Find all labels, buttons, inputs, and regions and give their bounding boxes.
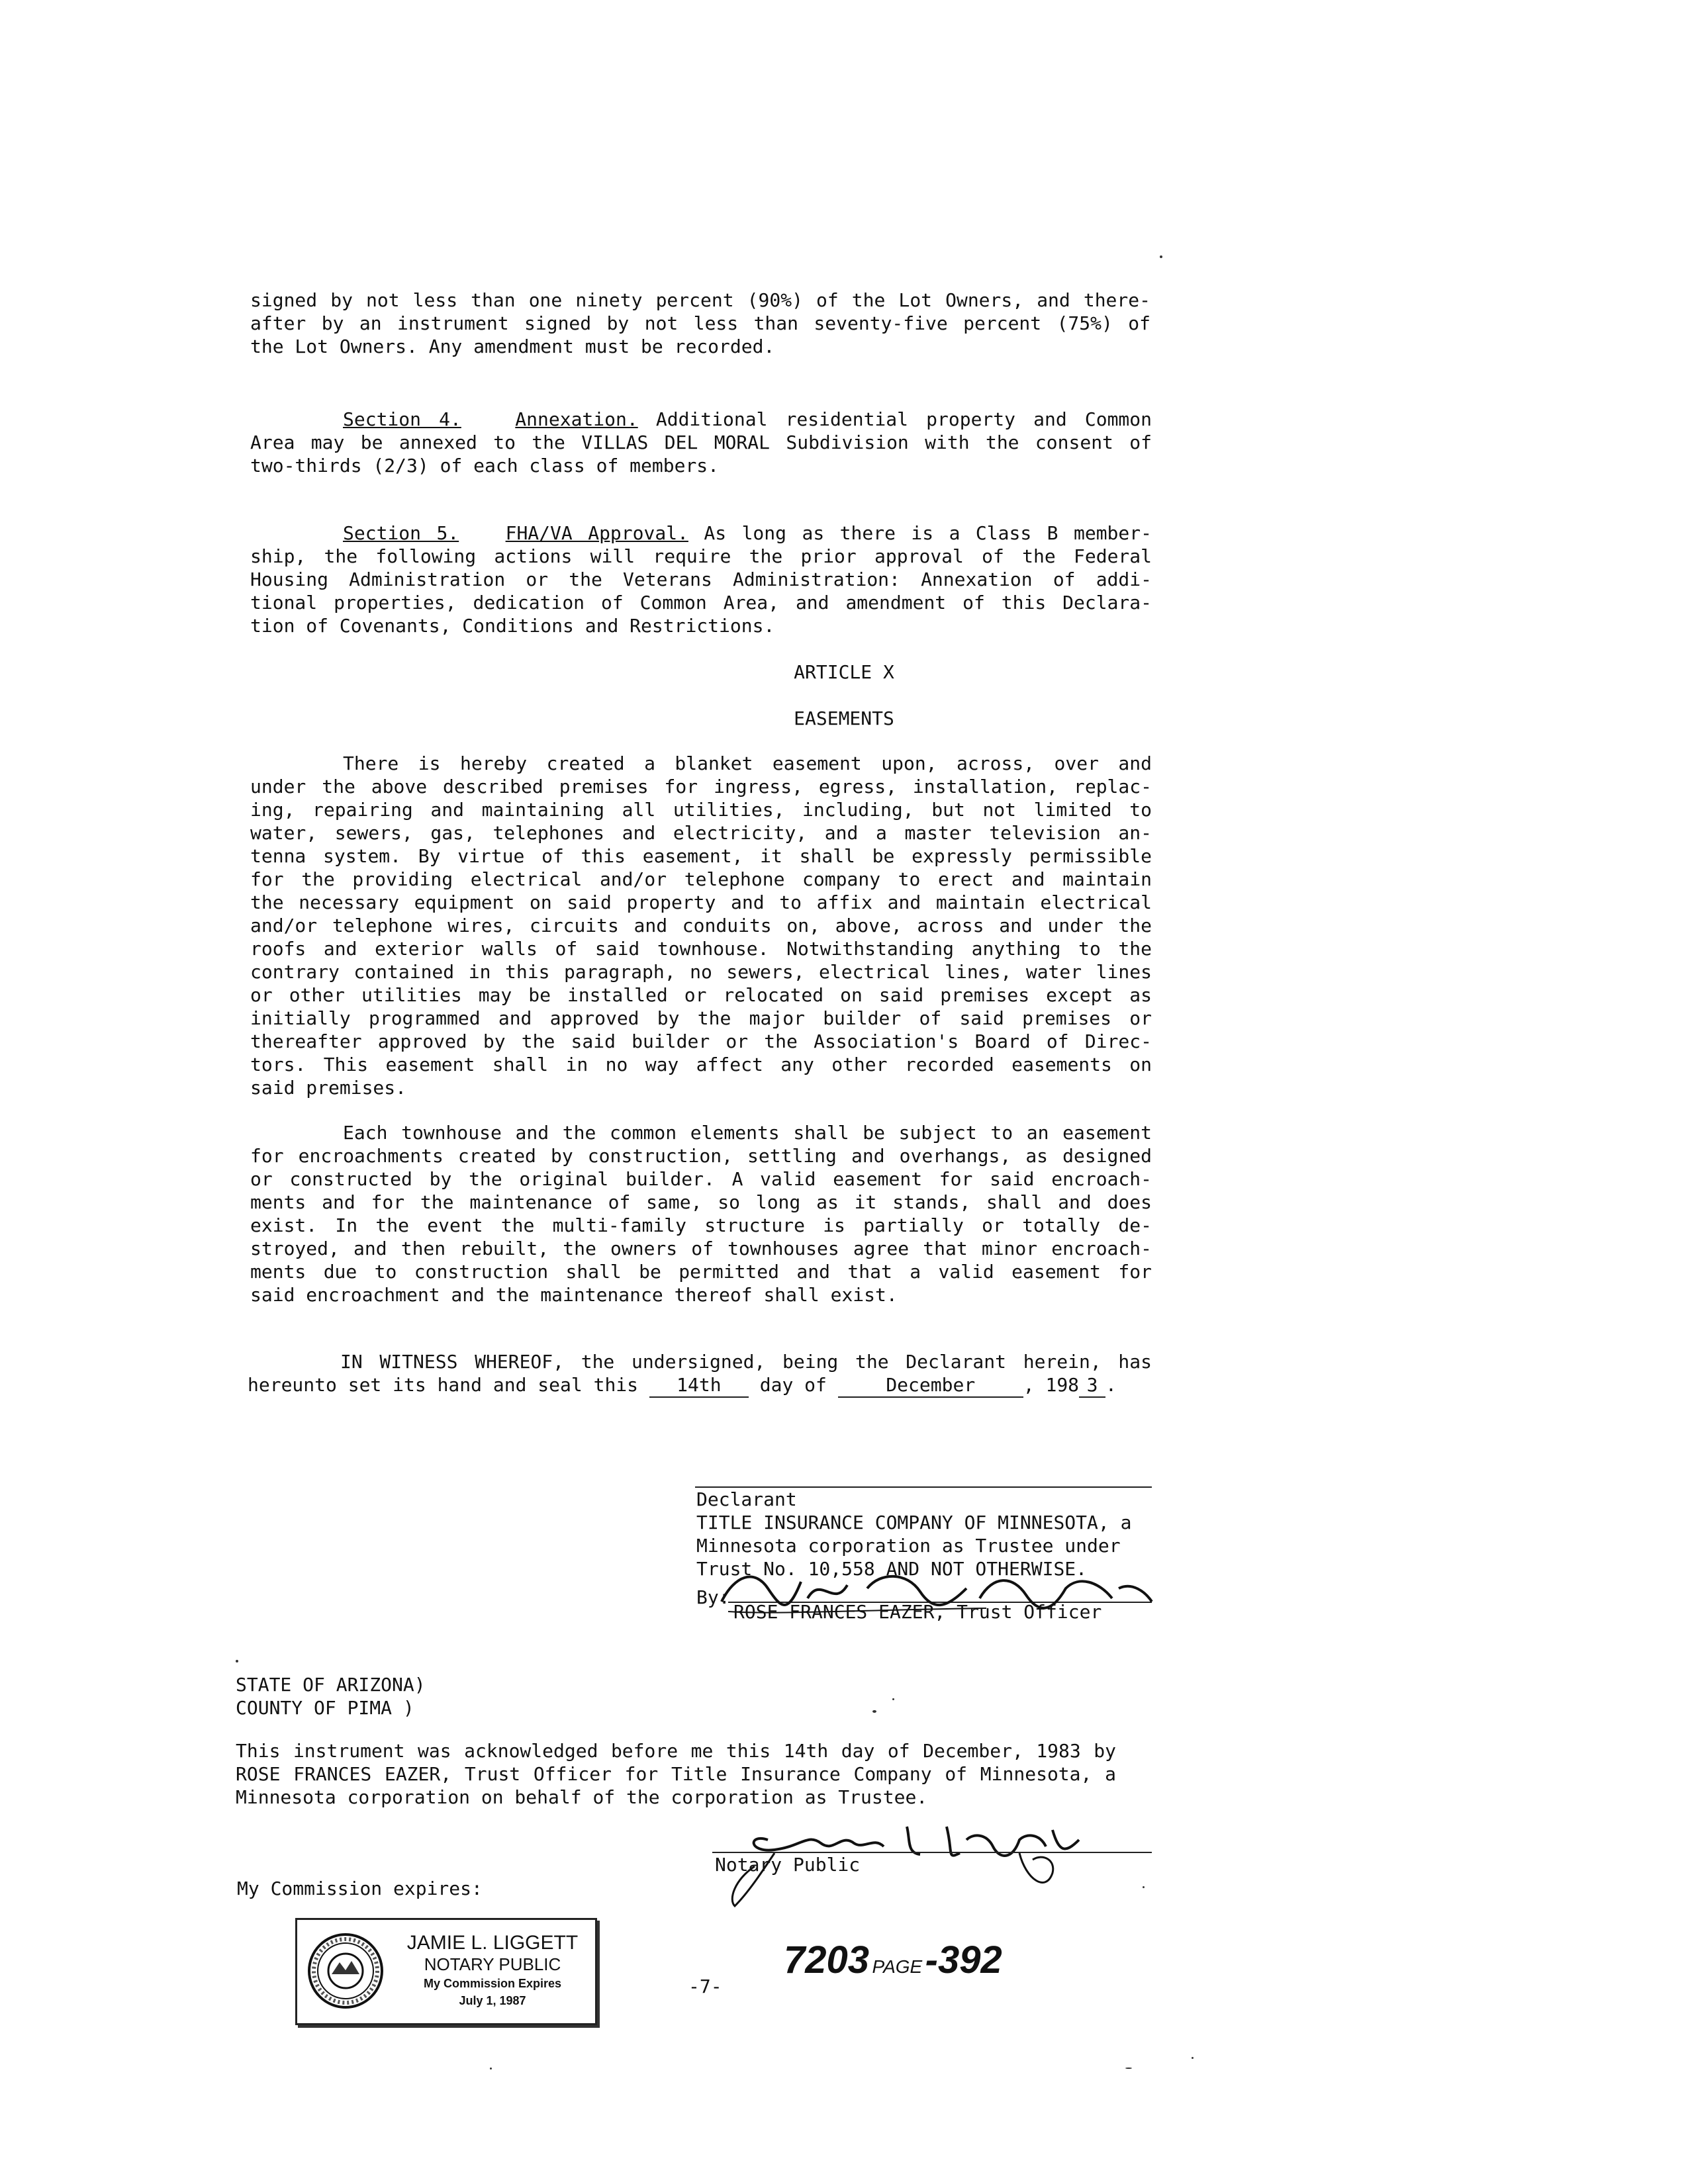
- venue-county: COUNTY OF PIMA ): [236, 1697, 414, 1719]
- text-line: the Lot Owners. Any amendment must be recorded.: [250, 336, 775, 357]
- text-line: hereunto set its hand and seal this: [248, 1374, 639, 1396]
- section-5-first-line: [250, 522, 1152, 545]
- section-5-heading: FHA/VA Approval.: [505, 522, 688, 544]
- declarant-line-2: Minnesota corporation as Trustee under: [696, 1535, 1121, 1557]
- text-line: exist. In the event the multi-family structure is partially or totally de-: [250, 1214, 1152, 1236]
- text-line: .: [1105, 1374, 1117, 1396]
- witness-date-line: [248, 1373, 1152, 1398]
- text-line: the necessary equipment on said property and to affix and maintain electrical: [250, 891, 1152, 913]
- section-3-continuation: [250, 289, 1150, 358]
- scan-speck: [1160, 255, 1162, 258]
- text-line: said premises.: [250, 1077, 407, 1099]
- text-line: ship, the following actions will require the prior approval of the Federal: [250, 545, 1152, 567]
- text-line: thereafter approved by the said builder or the Association's Board of Direc-: [250, 1030, 1152, 1052]
- text-line: and/or telephone wires, circuits and conduits on, above, across and under the: [250, 915, 1152, 936]
- text-line: signed by not less than one ninety percent (90%) of the Lot Owners, and there-: [250, 289, 1150, 311]
- scan-speck: [1192, 2057, 1194, 2059]
- text-line: This instrument was acknowledged before me this 14th day of December, 1983 by: [236, 1740, 1116, 1762]
- text-line: contrary contained in this paragraph, no sewers, electrical lines, water lines: [250, 961, 1152, 983]
- witness-clause: [248, 1350, 1152, 1398]
- text-line: Area may be annexed to the VILLAS DEL MORAL Subdivision with the consent of: [250, 432, 1152, 453]
- text-line: after by an instrument signed by not less than seventy-five percent (75%) of: [250, 312, 1150, 334]
- text-line: Each townhouse and the common elements shall be subject to an easement: [343, 1122, 1152, 1144]
- scan-speck: [872, 1710, 876, 1713]
- text-line: tional properties, dedication of Common Area, and amendment of this Declara-: [250, 592, 1152, 614]
- text-line: two-thirds (2/3) of each class of members.: [250, 455, 720, 477]
- year-field: 3: [1079, 1373, 1105, 1398]
- text-line: water, sewers, gas, telephones and electricity, and a master television an-: [250, 822, 1152, 844]
- acknowledgment: [236, 1739, 1116, 1809]
- easement-paragraph-1: [250, 752, 1152, 1099]
- article-title: EASEMENTS: [794, 707, 894, 729]
- text-line: Housing Administration or the Veterans Administration: Annexation of addi-: [250, 569, 1152, 590]
- article-number: ARTICLE X: [794, 661, 894, 683]
- section-5-label: Section 5.: [343, 522, 459, 544]
- notary-public-label: Notary Public: [715, 1854, 861, 1876]
- scan-speck: [490, 2068, 492, 2070]
- text-line: or constructed by the original builder. A valid easement for said encroach-: [250, 1168, 1152, 1190]
- text-line: for encroachments created by construction, settling and overhangs, as designed: [250, 1145, 1152, 1167]
- docket-number: 7203: [784, 1938, 870, 1981]
- venue-state: STATE OF ARIZONA): [236, 1674, 426, 1696]
- page-label: PAGE: [872, 1956, 923, 1977]
- text-line: ing, repairing and maintaining all utilities, including, but not limited to: [250, 799, 1152, 821]
- declarant-label: Declarant: [696, 1488, 797, 1510]
- text-line: Additional residential property and Common: [637, 408, 1152, 430]
- text-line: for the providing electrical and/or telephone company to erect and maintain: [250, 868, 1152, 890]
- text-line: day of: [759, 1374, 827, 1396]
- section-5: [250, 522, 1152, 637]
- declarant-signature: [708, 1562, 1158, 1621]
- text-line: ments and for the maintenance of same, so long as it stands, shall and does: [250, 1191, 1152, 1213]
- text-line: said encroachment and the maintenance thereof shall exist.: [250, 1284, 898, 1306]
- commission-expires-label: My Commission expires:: [237, 1878, 483, 1899]
- text-line: IN WITNESS WHEREOF, the undersigned, being the Declarant herein, has: [340, 1351, 1152, 1373]
- text-line: There is hereby created a blanket easement upon, across, over and: [343, 752, 1152, 774]
- text-line: tion of Covenants, Conditions and Restrictions.: [250, 615, 775, 637]
- section-4: [250, 408, 1152, 477]
- text-line: tenna system. By virtue of this easement, it shall be expressly permissible: [250, 845, 1152, 867]
- scan-speck: [236, 1660, 238, 1662]
- venue-block: [236, 1673, 426, 1719]
- declarant-line-1: TITLE INSURANCE COMPANY OF MINNESOTA, a: [696, 1512, 1132, 1533]
- text-line: or other utilities may be installed or relocated on said premises except as: [250, 984, 1152, 1006]
- notary-stamp-expires-label: My Commission Expires: [423, 1977, 562, 1990]
- notary-stamp-expires-date: July 1, 1987: [459, 1994, 526, 2007]
- section-4-first-line: [250, 408, 1152, 431]
- text-line: tors. This easement shall in no way affect any other recorded easements on: [250, 1054, 1152, 1075]
- declarant-line-3: Trust No. 10,558 AND NOT OTHERWISE.: [696, 1558, 1088, 1580]
- declarant-by-label: By:: [696, 1586, 730, 1608]
- declarant-signer-name: ROSE FRANCES EAZER, Trust Officer: [733, 1601, 1102, 1623]
- scan-speck: [892, 1698, 894, 1700]
- text-line: stroyed, and then rebuilt, the owners of townhouses agree that minor encroach-: [250, 1238, 1152, 1259]
- page-number: -7-: [688, 1976, 722, 1997]
- day-field: 14th: [649, 1373, 749, 1398]
- recording-reference: [784, 1938, 1002, 1982]
- notary-stamp-name: JAMIE L. LIGGETT: [406, 1932, 579, 1954]
- notary-seal: [306, 1932, 385, 2010]
- section-4-heading: Annexation.: [515, 408, 638, 430]
- text-line: ROSE FRANCES EAZER, Trust Officer for Title Insurance Company of Minnesota, a: [236, 1763, 1116, 1785]
- month-field: December: [838, 1373, 1023, 1398]
- text-line: initially programmed and approved by the major builder of said premises or: [250, 1007, 1152, 1029]
- text-line: roofs and exterior walls of said townhouse. Notwithstanding anything to the: [250, 938, 1152, 960]
- text-line: under the above described premises for ingress, egress, installation, replac-: [250, 776, 1152, 797]
- scan-speck: [1125, 2068, 1132, 2069]
- text-line: As long as there is a Class B member-: [688, 522, 1152, 544]
- notary-stamp: [295, 1918, 597, 2025]
- notary-stamp-title: NOTARY PUBLIC: [424, 1954, 561, 1974]
- text-line: , 198: [1023, 1374, 1080, 1396]
- page-reference: -392: [925, 1938, 1002, 1981]
- text-line: Minnesota corporation on behalf of the corporation as Trustee.: [236, 1786, 928, 1808]
- scan-speck: [1143, 1886, 1145, 1888]
- section-4-label: Section 4.: [343, 408, 461, 430]
- easement-paragraph-2: [250, 1121, 1152, 1306]
- text-line: ments due to construction shall be permitted and that a valid easement for: [250, 1261, 1152, 1283]
